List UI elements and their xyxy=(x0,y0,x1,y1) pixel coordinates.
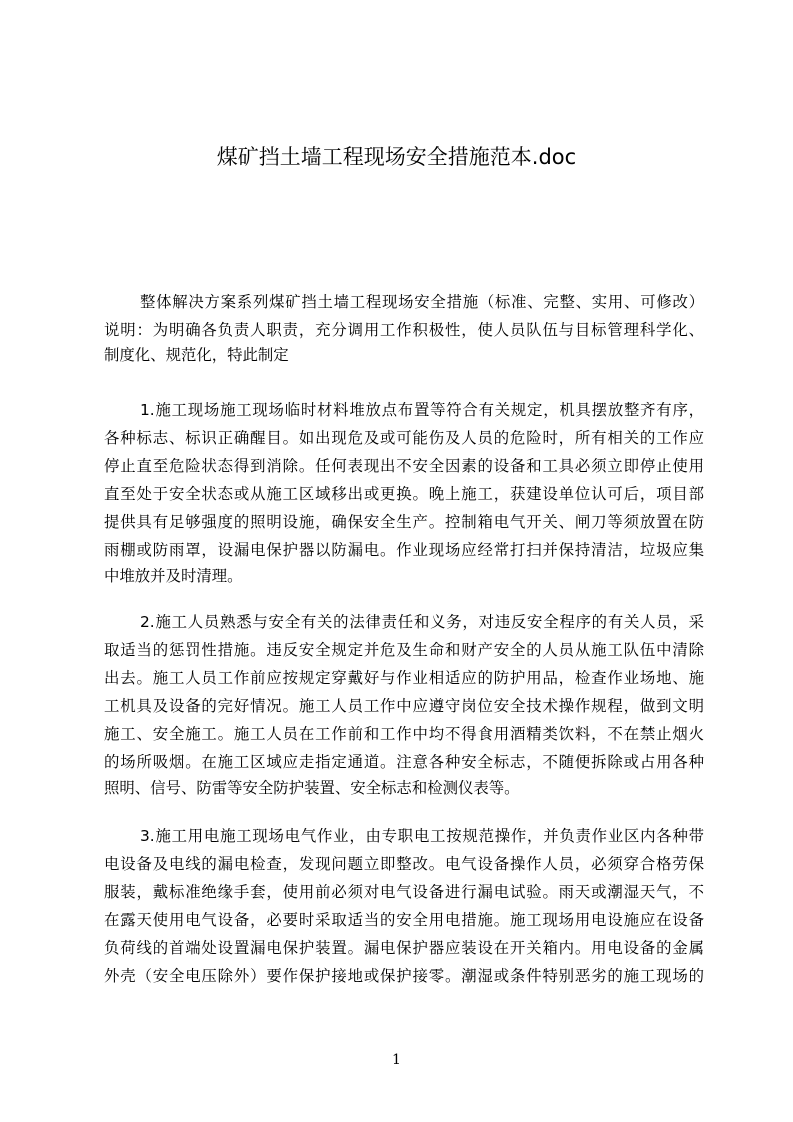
document-title: 煤矿挡土墙工程现场安全措施范本.doc xyxy=(216,145,577,169)
page-number: 1 xyxy=(392,1052,401,1068)
paragraph-line: 工机具及设备的完好情况。施工人员工作中应遵守岗位安全技术操作规程，做到文明 xyxy=(104,697,704,715)
paragraph-line: 施工、安全施工。施工人员在工作前和工作中均不得食用酒精类饮料，不在禁止烟火 xyxy=(104,725,704,743)
paragraph-line: 取适当的惩罚性措施。违反安全规定并危及生命和财产安全的人员从施工队伍中清除 xyxy=(104,641,704,659)
paragraph-line: 直至处于安全状态或从施工区域移出或更换。晚上施工，获建设单位认可后，项目部 xyxy=(104,485,704,503)
paragraph-line: 雨棚或防雨罩，设漏电保护器以防漏电。作业现场应经常打扫并保持清洁，垃圾应集 xyxy=(104,541,704,559)
paragraph-line: 1.施工现场施工现场临时材料堆放点布置等符合有关规定，机具摆放整齐有序， xyxy=(140,401,704,419)
paragraph-line: 各种标志、标识正确醒目。如出现危及或可能伤及人员的危险时，所有相关的工作应 xyxy=(104,429,704,447)
paragraph-line: 3.施工用电施工现场电气作业，由专职电工按规范操作，并负责作业区内各种带 xyxy=(140,827,704,845)
intro-line: 整体解决方案系列煤矿挡土墙工程现场安全措施（标准、完整、实用、可修改） xyxy=(140,293,704,311)
paragraph-line: 中堆放并及时清理。 xyxy=(104,567,243,585)
paragraph-line: 提供具有足够强度的照明设施，确保安全生产。控制箱电气开关、闸刀等须放置在防 xyxy=(104,513,704,531)
paragraph-line: 2.施工人员熟悉与安全有关的法律责任和义务，对违反安全程序的有关人员，采 xyxy=(140,613,704,631)
paragraph-line: 电设备及电线的漏电检查，发现问题立即整改。电气设备操作人员，必须穿合格劳保 xyxy=(104,855,704,873)
paragraph-line: 照明、信号、防雷等安全防护装置、安全标志和检测仪表等。 xyxy=(104,779,520,797)
intro-line: 制度化、规范化，特此制定 xyxy=(104,346,289,364)
paragraph-line: 出去。施工人员工作前应按规定穿戴好与作业相适应的防护用品，检查作业场地、施 xyxy=(104,669,704,687)
paragraph-line: 在露天使用电气设备，必要时采取适当的安全用电措施。施工现场用电设施应在设备 xyxy=(104,911,704,929)
intro-line: 说明：为明确各负责人职责，充分调用工作积极性，使人员队伍与目标管理科学化、 xyxy=(104,321,704,339)
paragraph-line: 停止直至危险状态得到消除。任何表现出不安全因素的设备和工具必须立即停止使用 xyxy=(104,457,704,475)
paragraph-line: 外壳（安全电压除外）要作保护接地或保护接零。潮湿或条件特别恶劣的施工现场的 xyxy=(104,967,704,985)
paragraph-line: 的场所吸烟。在施工区域应走指定通道。注意各种安全标志，不随便拆除或占用各种 xyxy=(104,753,704,771)
paragraph-line: 服装，戴标准绝缘手套，使用前必须对电气设备进行漏电试验。雨天或潮湿天气，不 xyxy=(104,883,704,901)
paragraph-line: 负荷线的首端处设置漏电保护装置。漏电保护器应装设在开关箱内。用电设备的金属 xyxy=(104,939,704,957)
